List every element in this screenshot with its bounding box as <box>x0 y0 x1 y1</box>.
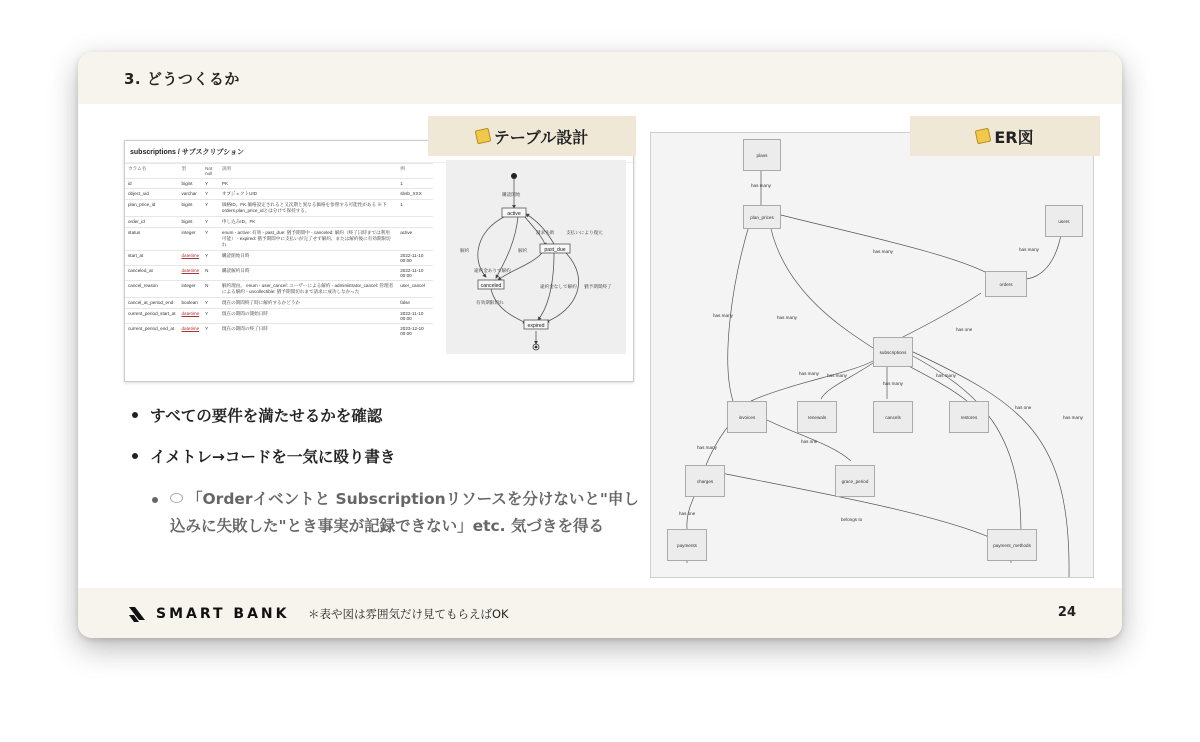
entity-orders: orders <box>985 271 1027 297</box>
rel-label: has one <box>801 439 818 444</box>
table-cell: 2022-11-10 00:00 <box>397 251 433 266</box>
table-design-tag: テーブル設計 <box>428 116 636 156</box>
state-active: active <box>507 211 521 217</box>
rel-label: has many <box>936 373 956 378</box>
memo-icon <box>975 128 992 145</box>
column-header: 説明 <box>219 164 397 179</box>
table-cell: boolean <box>179 298 203 309</box>
table-cell: status <box>125 228 179 251</box>
smartbank-logo-icon <box>126 603 150 625</box>
table-cell: bigint <box>179 179 203 189</box>
bullet-list <box>128 404 648 540</box>
entity-subscriptions: subscriptions <box>873 337 913 367</box>
rel-label: has many <box>713 313 733 318</box>
table-row <box>125 228 433 251</box>
table-cell: current_period_end_at <box>125 324 179 339</box>
entity-payments: payments <box>667 529 707 561</box>
entity-invoices: invoices <box>727 401 767 433</box>
rel-label: has many <box>1063 415 1083 420</box>
table-cell: datetime <box>179 324 203 339</box>
table-cell: start_at <box>125 251 179 266</box>
table-row <box>125 309 433 324</box>
bullet-item: すべての要件を満たせるかを確認 <box>128 404 648 426</box>
footer-note: ＊表や図は雰囲気だけ見てもらえばOK <box>308 607 509 621</box>
table-cell: Y <box>202 228 219 251</box>
table-cell: user_cancel <box>397 281 433 298</box>
table-cell: canceled_at <box>125 266 179 281</box>
page-number: 24 <box>1057 605 1076 620</box>
table-row <box>125 179 433 189</box>
table-row <box>125 251 433 266</box>
table-cell: 現在の期間の終了日時 <box>219 324 397 339</box>
table-row <box>125 189 433 200</box>
table-cell: current_period_start_at <box>125 309 179 324</box>
rel-label: has one <box>956 327 973 332</box>
slide <box>78 52 1122 638</box>
table-row <box>125 266 433 281</box>
label-billing-failed: 請求失敗 <box>536 230 555 235</box>
entity-users: users <box>1045 205 1083 237</box>
sub-bullet-text: 「Orderイベントと Subscriptionリソースを分けないと"申し込みに失敗した"とき事実が記録できない」etc. 気づきを得る <box>170 490 639 535</box>
table-cell: sbsb_XXX <box>397 189 433 200</box>
entity-renewals: renewals <box>797 401 837 433</box>
rel-label: has many <box>1019 247 1039 252</box>
table-cell: 2022-11-10 00:00 <box>397 266 433 281</box>
label-start: 購読開始 <box>502 192 521 197</box>
entity-payment-methods: payment_methods <box>987 529 1037 561</box>
table-cell: Y <box>202 324 219 339</box>
table-cell: bigint <box>179 200 203 217</box>
table-cell: datetime <box>179 266 203 281</box>
entity-grace-period: grace_period <box>835 465 875 497</box>
slide-title: 3. どうつくるか <box>124 70 240 88</box>
table-cell: object_uid <box>125 189 179 200</box>
table-cell: Y <box>202 179 219 189</box>
table-cell: 現在の期間の開始日時 <box>219 309 397 324</box>
er-diagram <box>650 132 1094 578</box>
rel-label: has many <box>751 183 771 188</box>
state-diagram <box>446 160 626 354</box>
bullet-item: イメトレ→コードを一気に殴り書き <box>128 445 648 467</box>
rel-label: has many <box>873 249 893 254</box>
entity-charges: charges <box>685 465 725 497</box>
table-cell: enum - active: 有効 - past_due: 猶予期間中 - canceled: 解約（終了日時までは利用可能） - expired: 猶予期間中に支払いが完了せず解約、または解約後に有効期限切れ <box>219 228 397 251</box>
table-cell: 解約理由。 enum - user_cancel: ユーザーによる解約 - administrator_cancel: 管理者による解約 - uncollectible: 猶予期間切れまで請求に成功しなかった <box>219 281 397 298</box>
table-cell: datetime <box>179 309 203 324</box>
table-cell: 2023-12-10 00:00 <box>397 324 433 339</box>
table-cell: plan_price_id <box>125 200 179 217</box>
entity-plan-prices: plan_prices <box>743 205 781 229</box>
bullet-dot <box>152 497 158 503</box>
state-expired: expired <box>527 323 545 329</box>
rel-label: belongs to <box>841 517 863 522</box>
brand-name: SMART BANK <box>156 606 290 622</box>
table-cell <box>397 217 433 228</box>
rel-label: has many <box>777 315 797 320</box>
table-cell: integer <box>179 281 203 298</box>
table-cell: N <box>202 281 219 298</box>
table-cell: Y <box>202 217 219 228</box>
rel-label: has one <box>1015 405 1032 410</box>
table-cell: id <box>125 179 179 189</box>
sub-bullet-item <box>170 486 640 540</box>
label-cancel-no-balance: 違約金なしで解約 <box>540 284 577 289</box>
entity-restores: restores <box>949 401 989 433</box>
label-recovered: 支払いにより復元 <box>566 230 603 235</box>
er-diagram-tag: ER図 <box>910 116 1100 156</box>
slide-header <box>78 52 1122 104</box>
table-cell: 1 <box>397 200 433 217</box>
label-cancel-a: 解約 <box>460 248 470 253</box>
memo-icon <box>474 128 491 145</box>
table-cell: 申し込みID。FK <box>219 217 397 228</box>
rel-label: has many <box>883 381 903 386</box>
table-header-row <box>125 164 433 179</box>
column-header: Not null <box>202 164 219 179</box>
spec-table <box>125 163 433 338</box>
table-cell: 現在の期間終了時に解約するかどうか <box>219 298 397 309</box>
table-cell: Y <box>202 251 219 266</box>
table-cell: Y <box>202 200 219 217</box>
table-cell: false <box>397 298 433 309</box>
table-row <box>125 298 433 309</box>
state-canceled: canceled <box>480 283 502 289</box>
table-cell: 価格ID。FK 価格設定されると又次期と異なる価格を参照する可能性がある ※下orders.plan_price_idとは分けて保持する。 <box>219 200 397 217</box>
entity-plans: plans <box>743 139 781 171</box>
table-cell: Y <box>202 189 219 200</box>
label-cancel-b: 解約 <box>518 248 528 253</box>
table-title: subscriptions / サブスクリプション <box>125 141 633 163</box>
table-cell: cancel_reason <box>125 281 179 298</box>
table-cell: active <box>397 228 433 251</box>
rel-label: has many <box>799 371 819 376</box>
label-cancel-with-balance: 違約金ありで解約 <box>474 268 511 273</box>
table-cell: varchar <box>179 189 203 200</box>
column-header: 型 <box>179 164 203 179</box>
slide-footer <box>78 588 1122 638</box>
label-grace-end: 猶予期間終了 <box>584 284 612 289</box>
brand-logo <box>126 603 290 625</box>
table-cell: 購読解約日時 <box>219 266 397 281</box>
table-cell: cancel_at_period_end <box>125 298 179 309</box>
table-cell: integer <box>179 228 203 251</box>
table-cell: Y <box>202 298 219 309</box>
table-cell: Y <box>202 309 219 324</box>
speech-bubble-icon <box>170 493 183 503</box>
table-cell: bigint <box>179 217 203 228</box>
state-past-due: past_due <box>544 247 566 253</box>
rel-label: has many <box>827 373 847 378</box>
table-cell: 購読開始日時 <box>219 251 397 266</box>
table-cell: 2022-11-10 00:00 <box>397 309 433 324</box>
table-cell: N <box>202 266 219 281</box>
table-row <box>125 324 433 339</box>
table-cell: order_id <box>125 217 179 228</box>
column-header: 例 <box>397 164 433 179</box>
table-cell: 1 <box>397 179 433 189</box>
table-cell: オブジェクトUID <box>219 189 397 200</box>
table-row <box>125 281 433 298</box>
table-row <box>125 217 433 228</box>
table-cell: PK <box>219 179 397 189</box>
label-expired: 有効期限切れ <box>476 300 504 305</box>
column-header: カラム名 <box>125 164 179 179</box>
rel-label: has one <box>679 511 696 516</box>
table-row <box>125 200 433 217</box>
table-cell: datetime <box>179 251 203 266</box>
rel-label: has many <box>697 445 717 450</box>
entity-cancels: cancels <box>873 401 913 433</box>
